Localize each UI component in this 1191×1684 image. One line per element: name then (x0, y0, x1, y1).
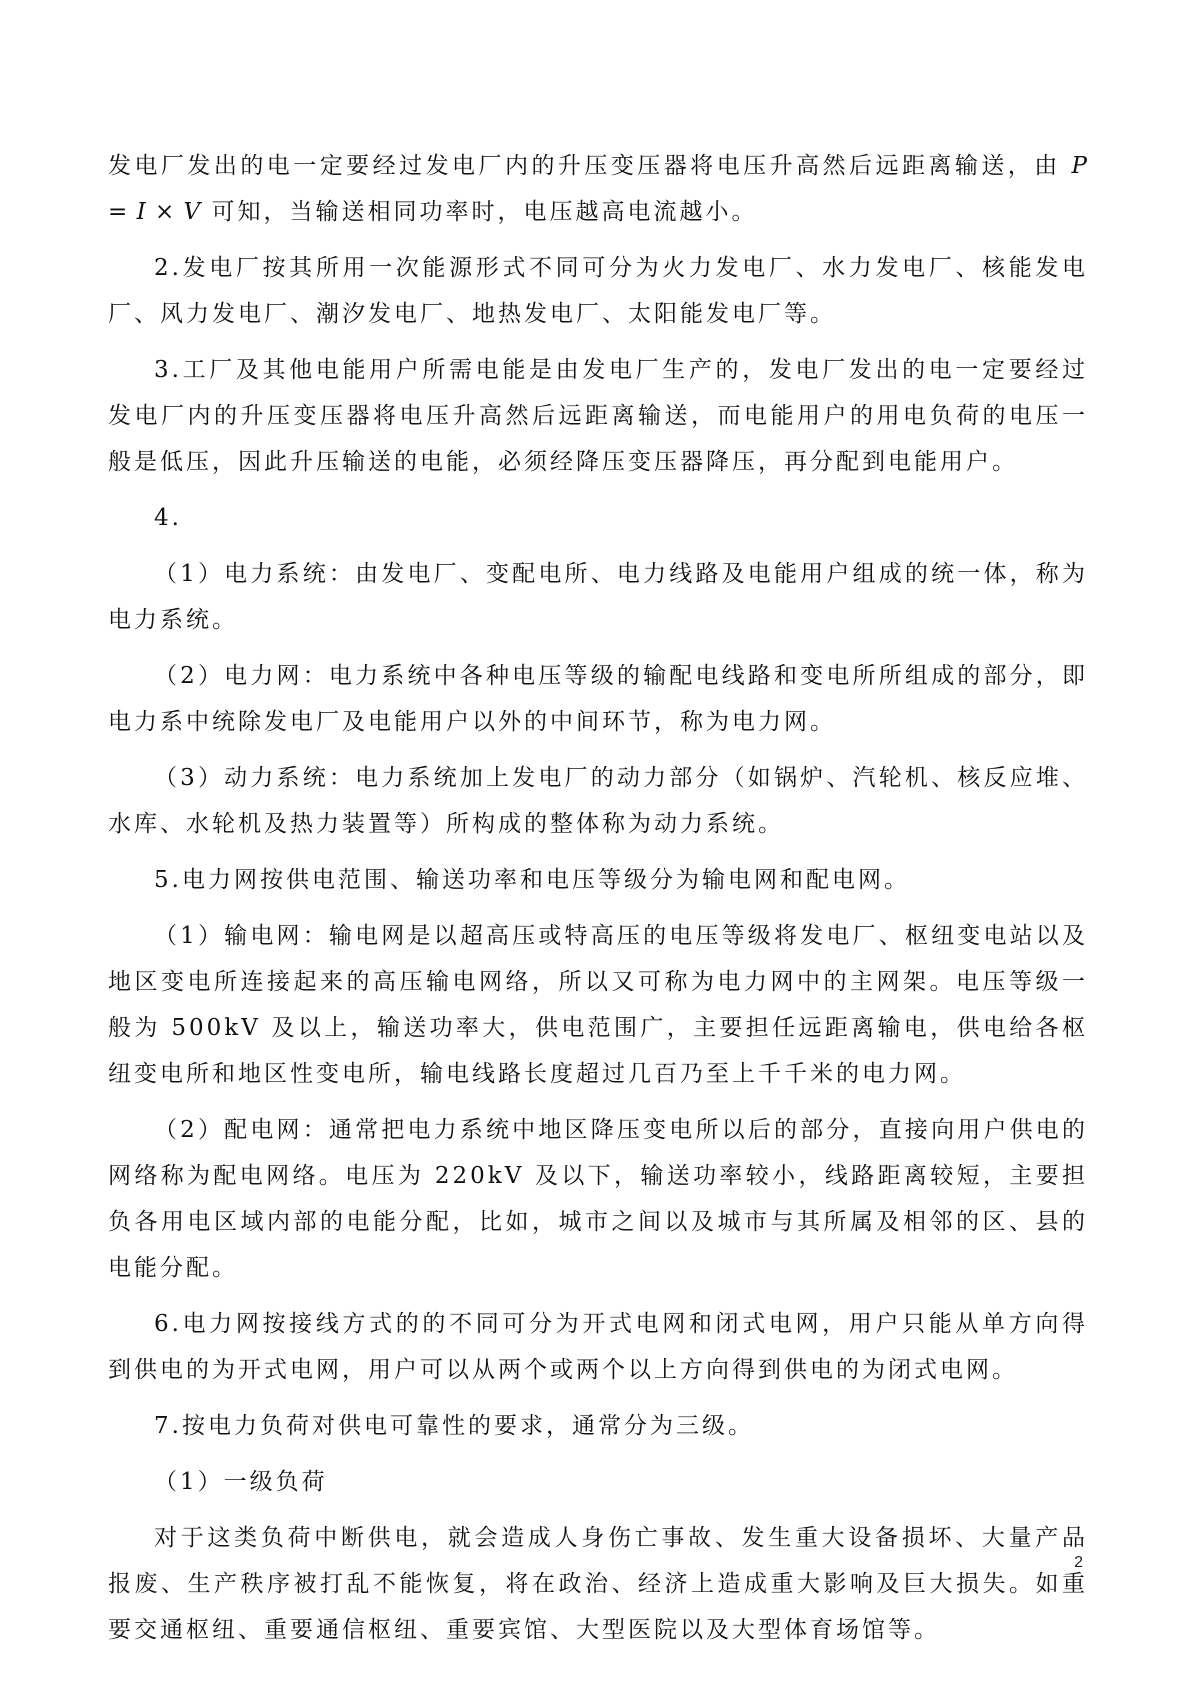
paragraph-4-heading: 4. (154, 505, 182, 531)
power-formula: P = I × V (108, 153, 1088, 225)
paragraph-7: 7.按电力负荷对供电可靠性的要求，通常分为三级。 (154, 1413, 754, 1439)
paragraph-2: 2.发电厂按其所用一次能源形式不同可分为火力发电厂、水力发电厂、核能发电厂、风力发电厂、潮汐发电厂、地热发电厂、太阳能发电厂等。 (108, 255, 1088, 327)
paragraph-1-text-before: 发电厂发出的电一定要经过发电厂内的升压变压器将电压升高然后远距离输送，由 (108, 153, 1072, 179)
paragraph-1-text-after: 可知，当输送相同功率时，电压越高电流越小。 (201, 199, 758, 225)
document-body (108, 143, 1088, 1663)
paragraph-4-2: （2）电力网：电力系统中各种电压等级的输配电线路和变电所所组成的部分，即电力系中统除发电厂及电能用户以外的中间环节，称为电力网。 (108, 663, 1088, 735)
paragraph-6: 6.电力网按接线方式的的不同可分为开式电网和闭式电网，用户只能从单方向得到供电的为开式电网，用户可以从两个或两个以上方向得到供电的为闭式电网。 (108, 1311, 1088, 1383)
paragraph-5-1: （1）输电网：输电网是以超高压或特高压的电压等级将发电厂、枢纽变电站以及地区变电所连接起来的高压输电网络，所以又可称为电力网中的主网架。电压等级一般为 500kV 及以上，输送功率大，供电范围广，主要担任远距离输电，供电给各枢纽变电所和地区性变电所，输电线路长度超过几百乃至上千千米的电力网。 (108, 923, 1088, 1087)
paragraph-7-1: 对于这类负荷中断供电，就会造成人身伤亡事故、发生重大设备损坏、大量产品报废、生产秩序被打乱不能恢复，将在政治、经济上造成重大影响及巨大损失。如重要交通枢纽、重要通信枢纽、重要宾馆、大型医院以及大型体育场馆等。 (108, 1525, 1088, 1643)
paragraph-7-1-heading: （1）一级负荷 (154, 1469, 328, 1495)
paragraph-5-2: （2）配电网：通常把电力系统中地区降压变电所以后的部分，直接向用户供电的网络称为配电网络。电压为 220kV 及以下，输送功率较小，线路距离较短，主要担负各用电区域内部的电能分配，比如，城市之间以及城市与其所属及相邻的区、县的电能分配。 (108, 1117, 1088, 1281)
paragraph-4-3: （3）动力系统：电力系统加上发电厂的动力部分（如锅炉、汽轮机、核反应堆、水库、水轮机及热力装置等）所构成的整体称为动力系统。 (108, 765, 1088, 837)
paragraph-5: 5.电力网按供电范围、输送功率和电压等级分为输电网和配电网。 (154, 867, 910, 893)
paragraph-1 (108, 143, 1088, 235)
paragraph-3: 3.工厂及其他电能用户所需电能是由发电厂生产的，发电厂发出的电一定要经过发电厂内的升压变压器将电压升高然后远距离输送，而电能用户的用电负荷的电压一般是低压，因此升压输送的电能，必须经降压变压器降压，再分配到电能用户。 (108, 357, 1088, 475)
paragraph-4-1: （1）电力系统：由发电厂、变配电所、电力线路及电能用户组成的统一体，称为电力系统。 (108, 561, 1088, 633)
page-number: 2 (1074, 1554, 1083, 1571)
